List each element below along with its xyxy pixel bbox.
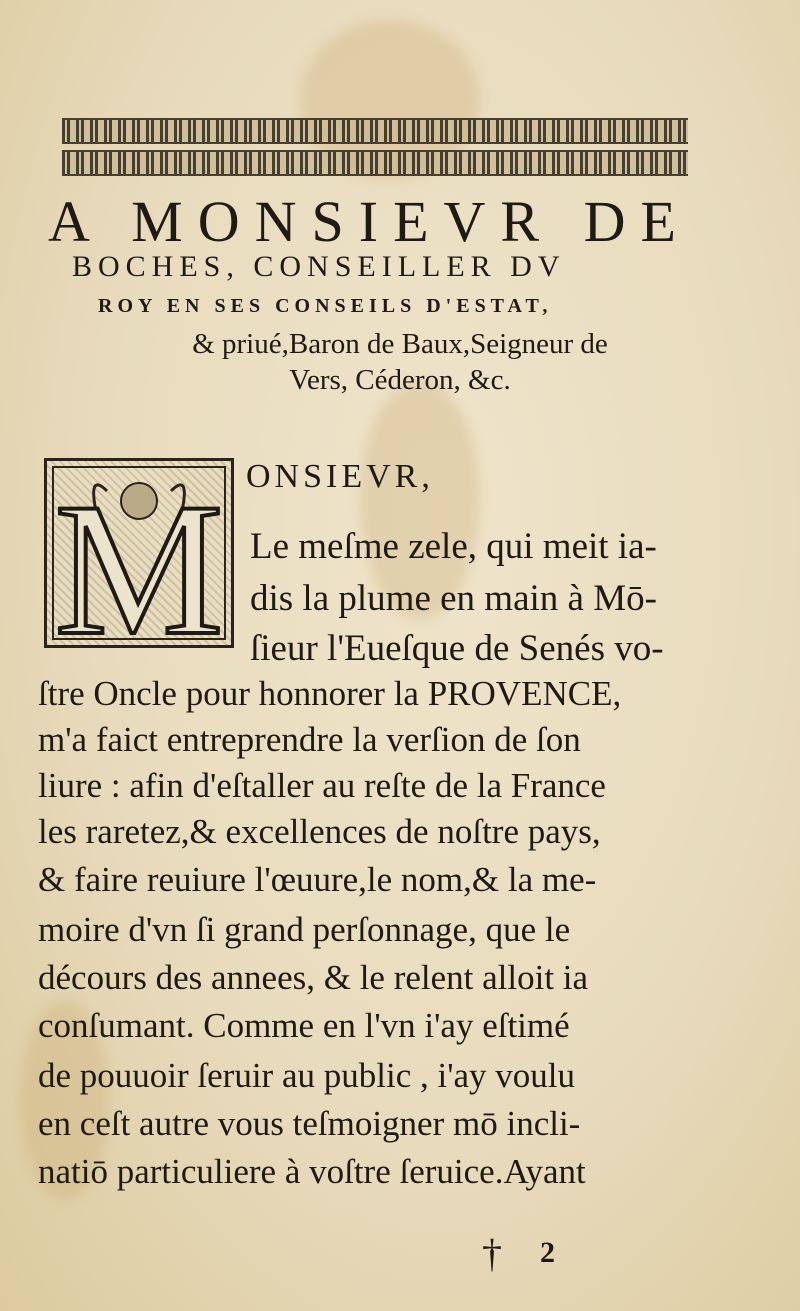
body-line: natiō particuliere à voſtre ſeruice.Ayant xyxy=(38,1152,586,1191)
body-line: décours des annees, & le relent alloit ia xyxy=(38,958,589,997)
decorative-header-band xyxy=(62,118,688,172)
body-line: ſtre Oncle pour honnorer la PROVENCE, xyxy=(38,674,622,713)
decorated-initial xyxy=(44,458,234,648)
body-line: les raretez,& excellences de noſtre pays, xyxy=(38,812,601,851)
dedication-title-line1: A MONSIEVR DE xyxy=(48,189,691,254)
ornament-illustration xyxy=(47,461,231,645)
body-line: ſieur l'Eueſque de Senés vo- xyxy=(250,628,664,669)
ornament-row xyxy=(62,150,688,176)
signature-mark: † xyxy=(482,1231,502,1276)
drop-cap-letter: M xyxy=(54,465,224,645)
body-line: Le meſme zele, qui meit ia- xyxy=(250,526,657,567)
body-line: de pouuoir ſeruir au public , i'ay voulu xyxy=(38,1056,576,1095)
body-line: moire d'vn ſi grand perſonnage, que le xyxy=(38,910,571,949)
body-line: m'a faict entreprendre la verſion de ſon xyxy=(38,720,581,759)
salutation: ONSIEVR, xyxy=(246,458,434,495)
dedication-title-line5: Vers, Céderon, &c. xyxy=(289,364,511,396)
ornament-row xyxy=(62,118,688,144)
dedication-title-line3: ROY EN SES CONSEILS D'ESTAT, xyxy=(98,295,553,317)
signature-number: 2 xyxy=(540,1236,555,1269)
body-line: liure : afin d'eſtaller au reſte de la France xyxy=(38,766,606,805)
body-line: dis la plume en main à Mō- xyxy=(250,578,657,619)
dedication-title-line2: BOCHES, CONSEILLER DV xyxy=(72,250,566,283)
body-line: & faire reuiure l'œuure,le nom,& la me- xyxy=(38,860,597,899)
body-line: en ceſt autre vous teſmoigner mō incli- xyxy=(38,1104,581,1143)
dedication-title-line4: & priué,Baron de Baux,Seigneur de xyxy=(192,328,608,360)
body-line: conſumant. Comme en l'vn i'ay eſtimé xyxy=(38,1006,570,1045)
